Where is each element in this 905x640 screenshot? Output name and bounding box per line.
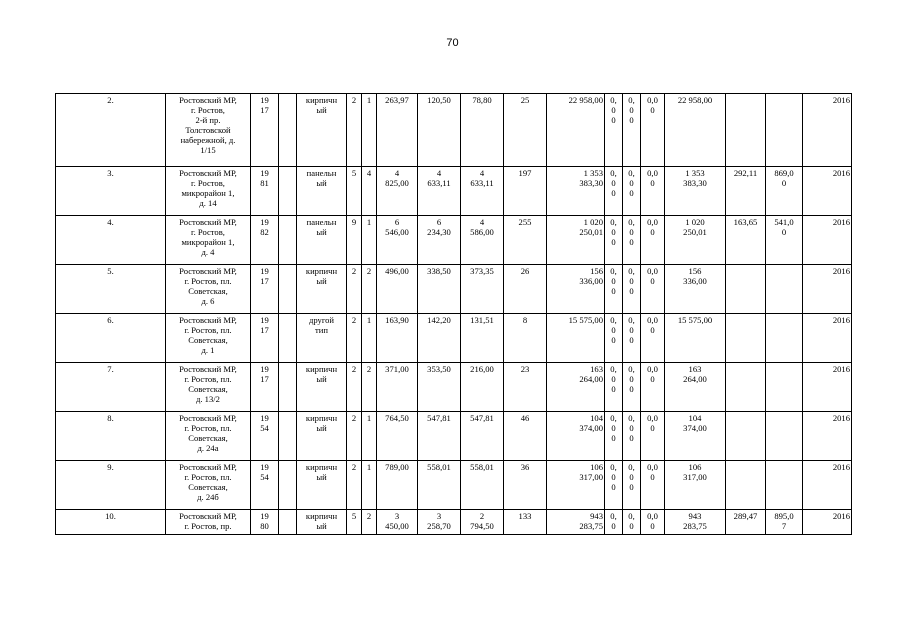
cell-address: Ростовский МР, г. Ростов, пл. Советская, д. 24б bbox=[166, 461, 251, 510]
cell-year-built: 19 17 bbox=[251, 363, 279, 412]
cell-empty bbox=[279, 216, 297, 265]
cell-year-built: 19 17 bbox=[251, 314, 279, 363]
cell-year-built: 19 17 bbox=[251, 94, 279, 167]
cell-entrances: 2 bbox=[362, 265, 377, 314]
cell-address: Ростовский МР, г. Ростов, пр. bbox=[166, 510, 251, 535]
cell-entrances: 1 bbox=[362, 314, 377, 363]
cell-regional-share: 0, 0 0 bbox=[623, 412, 641, 461]
cell-residents: 46 bbox=[504, 412, 547, 461]
cell-cost-limit bbox=[766, 461, 803, 510]
cell-owner-funds: 104 374,00 bbox=[665, 412, 726, 461]
table-row bbox=[56, 265, 852, 314]
cell-total-cost: 1 020 250,01 bbox=[547, 216, 605, 265]
cell-living-area: 353,50 bbox=[418, 363, 461, 412]
cell-private-area: 2 794,50 bbox=[461, 510, 504, 535]
cell-floors: 2 bbox=[347, 314, 362, 363]
cell-entrances: 1 bbox=[362, 412, 377, 461]
cell-living-area: 547,81 bbox=[418, 412, 461, 461]
cell-total-area: 3 450,00 bbox=[377, 510, 418, 535]
cell-year-built: 19 82 bbox=[251, 216, 279, 265]
cell-year-built: 19 80 bbox=[251, 510, 279, 535]
cell-empty bbox=[279, 510, 297, 535]
cell-wall-material: кирпичн ый bbox=[297, 363, 347, 412]
cell-regional-share: 0, 0 0 bbox=[623, 265, 641, 314]
cell-floors: 2 bbox=[347, 461, 362, 510]
cell-total-area: 263,97 bbox=[377, 94, 418, 167]
cell-fund-share: 0, 0 0 bbox=[605, 265, 623, 314]
cell-specific-cost bbox=[726, 265, 766, 314]
cell-entrances: 1 bbox=[362, 94, 377, 167]
table-row bbox=[56, 216, 852, 265]
cell-wall-material: другой тип bbox=[297, 314, 347, 363]
cell-entrances: 2 bbox=[362, 510, 377, 535]
cell-cost-limit: 869,0 0 bbox=[766, 167, 803, 216]
cell-total-cost: 22 958,00 bbox=[547, 94, 605, 167]
table-row bbox=[56, 461, 852, 510]
cell-floors: 5 bbox=[347, 510, 362, 535]
cell-year-built: 19 54 bbox=[251, 412, 279, 461]
cell-fund-share: 0, 0 0 bbox=[605, 314, 623, 363]
cell-wall-material: панельн ый bbox=[297, 167, 347, 216]
table-row bbox=[56, 412, 852, 461]
cell-total-area: 163,90 bbox=[377, 314, 418, 363]
cell-address: Ростовский МР, г. Ростов, пл. Советская, д. 24а bbox=[166, 412, 251, 461]
cell-row-number: 6. bbox=[56, 314, 166, 363]
cell-completion-year: 2016 bbox=[803, 314, 852, 363]
cell-residents: 26 bbox=[504, 265, 547, 314]
table-body bbox=[56, 94, 852, 535]
cell-total-cost: 943 283,75 bbox=[547, 510, 605, 535]
cell-living-area: 338,50 bbox=[418, 265, 461, 314]
cell-residents: 25 bbox=[504, 94, 547, 167]
cell-fund-share: 0, 0 0 bbox=[605, 363, 623, 412]
cell-specific-cost bbox=[726, 314, 766, 363]
cell-local-share: 0,0 0 bbox=[641, 167, 665, 216]
cell-empty bbox=[279, 167, 297, 216]
cell-entrances: 2 bbox=[362, 363, 377, 412]
cell-specific-cost bbox=[726, 363, 766, 412]
table-row bbox=[56, 314, 852, 363]
cell-specific-cost bbox=[726, 412, 766, 461]
cell-cost-limit: 895,0 7 bbox=[766, 510, 803, 535]
cell-floors: 9 bbox=[347, 216, 362, 265]
cell-total-cost: 104 374,00 bbox=[547, 412, 605, 461]
cell-entrances: 1 bbox=[362, 216, 377, 265]
cell-specific-cost: 289,47 bbox=[726, 510, 766, 535]
cell-address: Ростовский МР, г. Ростов, пл. Советская, д. 1 bbox=[166, 314, 251, 363]
cell-local-share: 0,0 0 bbox=[641, 265, 665, 314]
cell-wall-material: кирпичн ый bbox=[297, 461, 347, 510]
cell-total-cost: 15 575,00 bbox=[547, 314, 605, 363]
table-row bbox=[56, 167, 852, 216]
cell-row-number: 4. bbox=[56, 216, 166, 265]
cell-private-area: 4 586,00 bbox=[461, 216, 504, 265]
housing-repair-table bbox=[55, 93, 852, 535]
table-row bbox=[56, 94, 852, 167]
cell-private-area: 558,01 bbox=[461, 461, 504, 510]
table-row bbox=[56, 510, 852, 535]
cell-total-cost: 156 336,00 bbox=[547, 265, 605, 314]
cell-address: Ростовский МР, г. Ростов, 2-й пр. Толстовской набережной, д. 1/15 bbox=[166, 94, 251, 167]
cell-private-area: 216,00 bbox=[461, 363, 504, 412]
cell-empty bbox=[279, 363, 297, 412]
cell-regional-share: 0, 0 0 bbox=[623, 363, 641, 412]
cell-wall-material: панельн ый bbox=[297, 216, 347, 265]
cell-total-cost: 106 317,00 bbox=[547, 461, 605, 510]
cell-regional-share: 0, 0 0 bbox=[623, 167, 641, 216]
cell-living-area: 120,50 bbox=[418, 94, 461, 167]
cell-fund-share: 0, 0 0 bbox=[605, 216, 623, 265]
cell-total-area: 789,00 bbox=[377, 461, 418, 510]
cell-floors: 5 bbox=[347, 167, 362, 216]
cell-regional-share: 0, 0 0 bbox=[623, 216, 641, 265]
cell-cost-limit bbox=[766, 363, 803, 412]
cell-living-area: 6 234,30 bbox=[418, 216, 461, 265]
cell-row-number: 7. bbox=[56, 363, 166, 412]
cell-regional-share: 0, 0 0 bbox=[623, 314, 641, 363]
cell-living-area: 142,20 bbox=[418, 314, 461, 363]
cell-fund-share: 0, 0 0 bbox=[605, 167, 623, 216]
cell-residents: 23 bbox=[504, 363, 547, 412]
cell-specific-cost bbox=[726, 94, 766, 167]
cell-empty bbox=[279, 412, 297, 461]
cell-cost-limit: 541,0 0 bbox=[766, 216, 803, 265]
cell-wall-material: кирпичн ый bbox=[297, 265, 347, 314]
cell-completion-year: 2016 bbox=[803, 412, 852, 461]
cell-private-area: 547,81 bbox=[461, 412, 504, 461]
cell-cost-limit bbox=[766, 412, 803, 461]
cell-living-area: 4 633,11 bbox=[418, 167, 461, 216]
cell-specific-cost: 163,65 bbox=[726, 216, 766, 265]
cell-wall-material: кирпичн ый bbox=[297, 412, 347, 461]
cell-floors: 2 bbox=[347, 265, 362, 314]
cell-owner-funds: 15 575,00 bbox=[665, 314, 726, 363]
cell-specific-cost bbox=[726, 461, 766, 510]
cell-total-area: 496,00 bbox=[377, 265, 418, 314]
cell-completion-year: 2016 bbox=[803, 216, 852, 265]
cell-residents: 255 bbox=[504, 216, 547, 265]
cell-total-area: 764,50 bbox=[377, 412, 418, 461]
cell-year-built: 19 17 bbox=[251, 265, 279, 314]
cell-local-share: 0,0 0 bbox=[641, 412, 665, 461]
cell-entrances: 4 bbox=[362, 167, 377, 216]
cell-completion-year: 2016 bbox=[803, 510, 852, 535]
cell-owner-funds: 106 317,00 bbox=[665, 461, 726, 510]
cell-regional-share: 0, 0 0 bbox=[623, 461, 641, 510]
cell-owner-funds: 1 020 250,01 bbox=[665, 216, 726, 265]
cell-total-area: 4 825,00 bbox=[377, 167, 418, 216]
cell-completion-year: 2016 bbox=[803, 265, 852, 314]
cell-private-area: 131,51 bbox=[461, 314, 504, 363]
cell-year-built: 19 54 bbox=[251, 461, 279, 510]
cell-owner-funds: 163 264,00 bbox=[665, 363, 726, 412]
cell-local-share: 0,0 0 bbox=[641, 314, 665, 363]
cell-residents: 133 bbox=[504, 510, 547, 535]
cell-regional-share: 0, 0 0 bbox=[623, 94, 641, 167]
cell-private-area: 78,80 bbox=[461, 94, 504, 167]
cell-wall-material: кирпичн ый bbox=[297, 94, 347, 167]
cell-row-number: 5. bbox=[56, 265, 166, 314]
cell-residents: 197 bbox=[504, 167, 547, 216]
cell-local-share: 0,0 0 bbox=[641, 94, 665, 167]
cell-year-built: 19 81 bbox=[251, 167, 279, 216]
cell-address: Ростовский МР, г. Ростов, пл. Советская, д. 6 bbox=[166, 265, 251, 314]
cell-local-share: 0,0 0 bbox=[641, 510, 665, 535]
cell-row-number: 10. bbox=[56, 510, 166, 535]
cell-local-share: 0,0 0 bbox=[641, 216, 665, 265]
cell-floors: 2 bbox=[347, 94, 362, 167]
cell-address: Ростовский МР, г. Ростов, микрорайон 1, д. 14 bbox=[166, 167, 251, 216]
cell-cost-limit bbox=[766, 314, 803, 363]
cell-owner-funds: 22 958,00 bbox=[665, 94, 726, 167]
cell-total-cost: 163 264,00 bbox=[547, 363, 605, 412]
cell-local-share: 0,0 0 bbox=[641, 461, 665, 510]
cell-row-number: 8. bbox=[56, 412, 166, 461]
cell-cost-limit bbox=[766, 94, 803, 167]
cell-total-area: 6 546,00 bbox=[377, 216, 418, 265]
cell-floors: 2 bbox=[347, 363, 362, 412]
table-row bbox=[56, 363, 852, 412]
cell-empty bbox=[279, 265, 297, 314]
cell-entrances: 1 bbox=[362, 461, 377, 510]
cell-fund-share: 0, 0 0 bbox=[605, 412, 623, 461]
cell-empty bbox=[279, 314, 297, 363]
cell-empty bbox=[279, 461, 297, 510]
cell-cost-limit bbox=[766, 265, 803, 314]
cell-fund-share: 0, 0 bbox=[605, 510, 623, 535]
cell-fund-share: 0, 0 0 bbox=[605, 461, 623, 510]
cell-specific-cost: 292,11 bbox=[726, 167, 766, 216]
cell-residents: 36 bbox=[504, 461, 547, 510]
cell-residents: 8 bbox=[504, 314, 547, 363]
cell-total-cost: 1 353 383,30 bbox=[547, 167, 605, 216]
cell-local-share: 0,0 0 bbox=[641, 363, 665, 412]
cell-completion-year: 2016 bbox=[803, 94, 852, 167]
cell-completion-year: 2016 bbox=[803, 167, 852, 216]
cell-fund-share: 0, 0 0 bbox=[605, 94, 623, 167]
cell-completion-year: 2016 bbox=[803, 461, 852, 510]
cell-private-area: 373,35 bbox=[461, 265, 504, 314]
cell-living-area: 558,01 bbox=[418, 461, 461, 510]
cell-address: Ростовский МР, г. Ростов, пл. Советская, д. 13/2 bbox=[166, 363, 251, 412]
page-number: 70 bbox=[446, 37, 459, 49]
cell-owner-funds: 1 353 383,30 bbox=[665, 167, 726, 216]
cell-row-number: 9. bbox=[56, 461, 166, 510]
cell-owner-funds: 156 336,00 bbox=[665, 265, 726, 314]
cell-completion-year: 2016 bbox=[803, 363, 852, 412]
cell-floors: 2 bbox=[347, 412, 362, 461]
cell-address: Ростовский МР, г. Ростов, микрорайон 1, д. 4 bbox=[166, 216, 251, 265]
cell-private-area: 4 633,11 bbox=[461, 167, 504, 216]
cell-row-number: 2. bbox=[56, 94, 166, 167]
cell-regional-share: 0, 0 bbox=[623, 510, 641, 535]
cell-wall-material: кирпичн ый bbox=[297, 510, 347, 535]
cell-total-area: 371,00 bbox=[377, 363, 418, 412]
cell-empty bbox=[279, 94, 297, 167]
cell-living-area: 3 258,70 bbox=[418, 510, 461, 535]
cell-row-number: 3. bbox=[56, 167, 166, 216]
cell-owner-funds: 943 283,75 bbox=[665, 510, 726, 535]
